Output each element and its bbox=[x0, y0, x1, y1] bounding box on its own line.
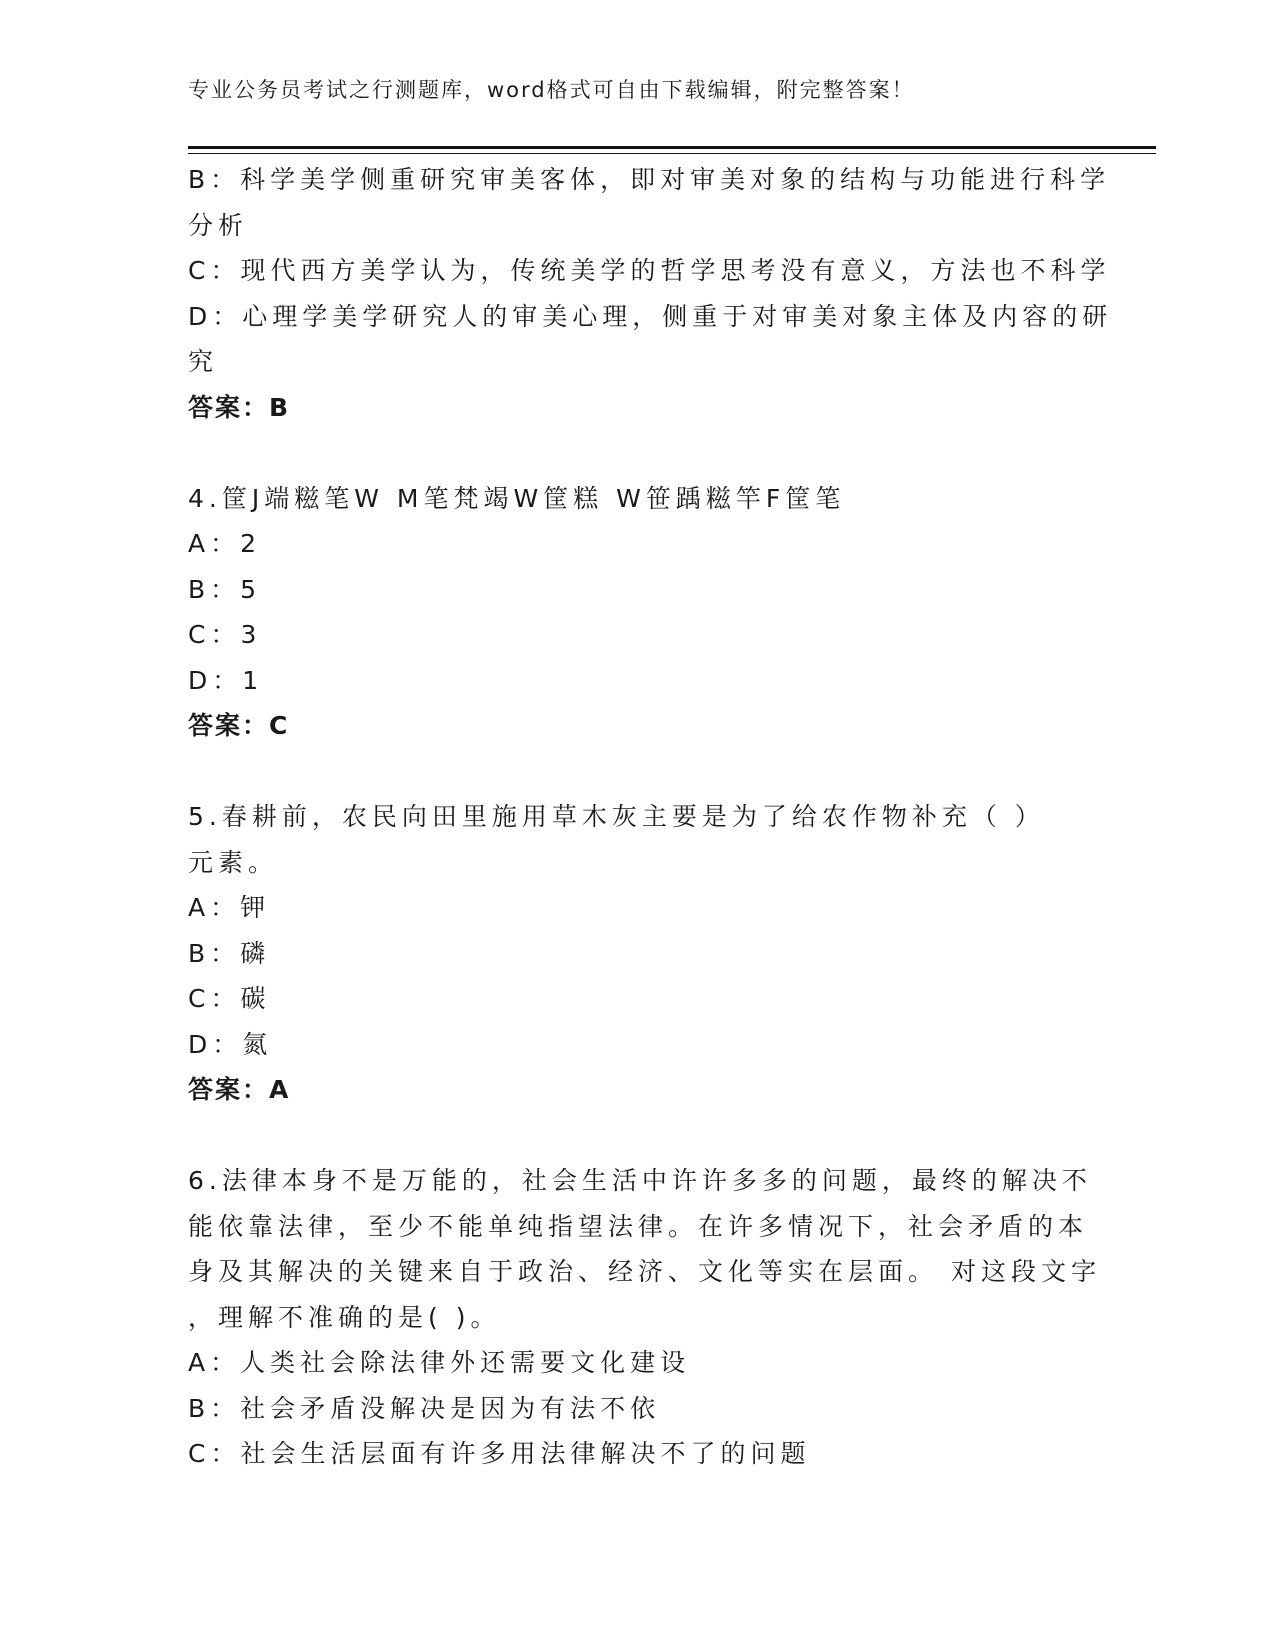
spacer bbox=[188, 749, 1088, 795]
q5-option-c: C：碳 bbox=[188, 984, 271, 1013]
question-5 bbox=[188, 794, 1088, 1113]
q4-option-b: B：5 bbox=[188, 574, 262, 604]
q3-option-d-line1: D：心理学美学研究人的审美心理，侧重于对审美对象主体及内容的研 bbox=[188, 301, 1113, 331]
q3-option-c: C：现代西方美学认为，传统美学的哲学思考没有意义，方法也不科学 bbox=[188, 256, 1111, 285]
q5-option-b: B：磷 bbox=[188, 938, 271, 968]
q3-answer: 答案：B bbox=[188, 392, 291, 422]
q4-stem: 4.筐J端糍笔W M笔梵竭W筐糕 W笹踽糍竿F筐笔 bbox=[188, 483, 846, 513]
q6-stem-line2: 能依靠法律，至少不能单纯指望法律。在许多情况下，社会矛盾的本 bbox=[188, 1211, 1089, 1241]
q3-option-b-line2: 分析 bbox=[188, 210, 249, 240]
header-rule-thick bbox=[188, 146, 1156, 149]
spacer bbox=[188, 1113, 1088, 1159]
header-rule-thin bbox=[188, 153, 1156, 154]
q4-option-a: A：2 bbox=[188, 529, 262, 558]
q3-option-d-line2: 究 bbox=[188, 347, 219, 376]
q6-stem-line3: 身及其解决的关键来自于政治、经济、文化等实在层面。 对这段文字 bbox=[188, 1257, 1101, 1286]
q5-option-a: A：钾 bbox=[188, 893, 271, 922]
q4-option-d: D：1 bbox=[188, 665, 264, 695]
q6-option-a: A：人类社会除法律外还需要文化建设 bbox=[188, 1348, 691, 1377]
spacer bbox=[188, 430, 1088, 476]
q4-answer: 答案：C bbox=[188, 711, 290, 740]
q6-option-b: B：社会矛盾没解决是因为有法不依 bbox=[188, 1393, 661, 1423]
q5-stem-line2: 元素。 bbox=[188, 847, 279, 877]
q6-option-c: C：社会生活层面有许多用法律解决不了的问题 bbox=[188, 1439, 811, 1468]
page-header: 专业公务员考试之行测题库，word格式可自由下载编辑，附完整答案！ bbox=[188, 78, 915, 102]
q5-answer: 答案：A bbox=[188, 1075, 291, 1104]
q6-stem-line4: ，理解不准确的是( )。 bbox=[188, 1302, 501, 1332]
document-body bbox=[188, 157, 1113, 1477]
q5-option-d: D：氮 bbox=[188, 1029, 273, 1059]
question-6 bbox=[188, 1158, 1101, 1477]
q3-option-b-line1: B：科学美学侧重研究审美客体，即对审美对象的结构与功能进行科学 bbox=[188, 165, 1111, 194]
q6-stem-line1: 6.法律本身不是万能的，社会生活中许许多多的问题，最终的解决不 bbox=[188, 1166, 1092, 1195]
q5-stem-line1: 5.春耕前，农民向田里施用草木灰主要是为了给农作物补充（ ） bbox=[188, 802, 1045, 831]
question-4 bbox=[188, 476, 1088, 749]
question-3-tail bbox=[188, 157, 1113, 430]
q4-option-c: C：3 bbox=[188, 620, 262, 649]
